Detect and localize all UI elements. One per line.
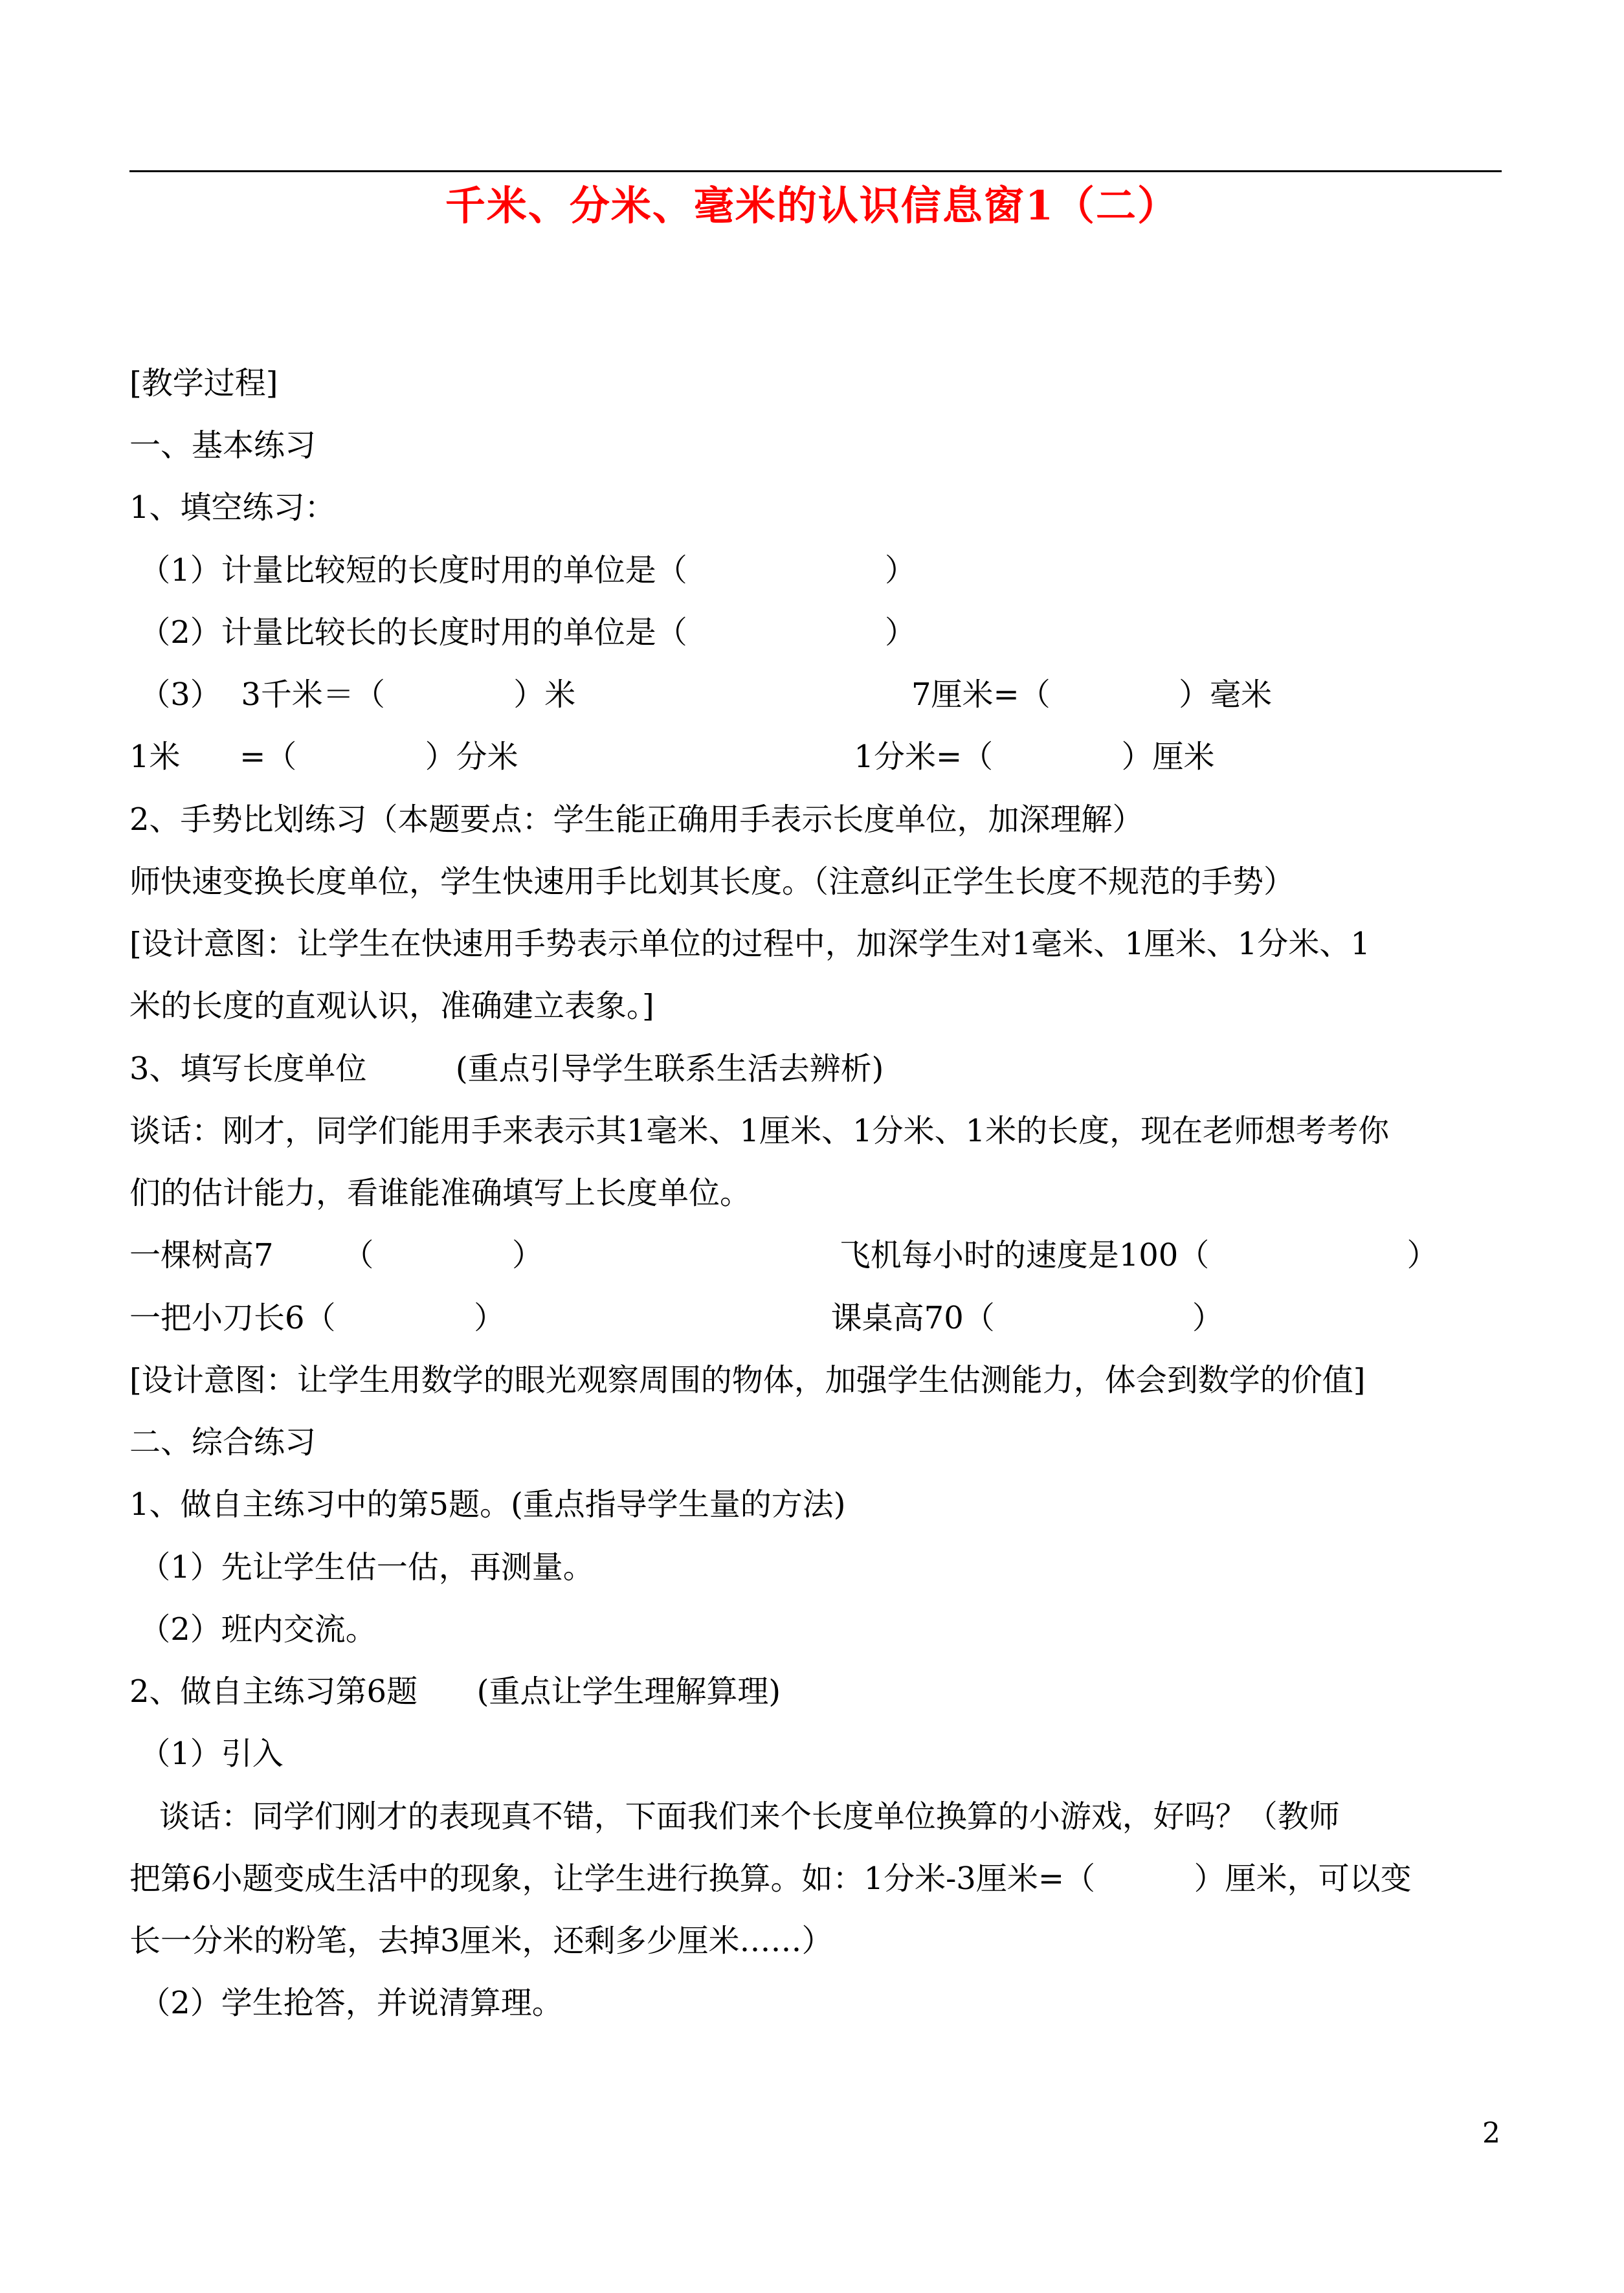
text-line: 3、填写长度单位 (重点引导学生联系生活去辨析)	[129, 1051, 884, 1087]
page-title: 千米、分米、毫米的认识信息窗1（二）	[445, 182, 1179, 229]
text-line: 1米 =（ ）分米 1分米=（ ）厘米	[129, 739, 1215, 775]
text-line: 2、手势比划练习（本题要点：学生能正确用手表示长度单位，加深理解）	[129, 801, 1144, 838]
text-line: （1）先让学生估一估，再测量。	[129, 1549, 594, 1585]
header-rule	[129, 170, 1502, 172]
text-line: [教学过程]	[129, 365, 278, 401]
text-line: 们的估计能力，看谁能准确填写上长度单位。	[129, 1175, 751, 1211]
text-line: 谈话：刚才，同学们能用手来表示其1毫米、1厘米、1分米、1米的长度，现在老师想考考你	[129, 1113, 1390, 1149]
text-line: （2）班内交流。	[129, 1611, 377, 1648]
text-line: （3） 3千米＝（ ）米 7厘米=（ ）毫米	[129, 677, 1273, 713]
text-line: 1、做自主练习中的第5题。(重点指导学生量的方法)	[129, 1486, 846, 1523]
text-line: （1）计量比较短的长度时用的单位是（ ）	[129, 552, 916, 588]
text-line: 米的长度的直观认识，准确建立表象。]	[129, 988, 654, 1024]
text-line: [设计意图：让学生用数学的眼光观察周围的物体，加强学生估测能力，体会到数学的价值]	[129, 1362, 1366, 1398]
text-line: 师快速变换长度单位，学生快速用手比划其长度。（注意纠正学生长度不规范的手势）	[129, 864, 1295, 900]
text-line: 谈话：同学们刚才的表现真不错，下面我们来个长度单位换算的小游戏，好吗？（教师	[129, 1798, 1340, 1835]
text-line: 把第6小题变成生活中的现象，让学生进行换算。如：1分米-3厘米=（ ）厘米，可以变	[129, 1861, 1412, 1897]
text-line: 2、做自主练习第6题 (重点让学生理解算理)	[129, 1673, 781, 1710]
text-line: 二、综合练习	[129, 1424, 317, 1460]
page-number: 2	[1482, 2117, 1500, 2150]
text-line: 一棵树高7 （ ） 飞机每小时的速度是100（ ）	[129, 1237, 1438, 1273]
text-line: （2）计量比较长的长度时用的单位是（ ）	[129, 614, 916, 651]
text-line: 一把小刀长6（ ） 课桌高70（ ）	[129, 1300, 1223, 1336]
text-line: 长一分米的粉笔，去掉3厘米，还剩多少厘米……）	[129, 1923, 833, 1959]
text-line: 1、填空练习：	[129, 489, 336, 526]
text-line: [设计意图：让学生在快速用手势表示单位的过程中，加深学生对1毫米、1厘米、1分米、1	[129, 926, 1370, 962]
text-line: （2）学生抢答，并说清算理。	[129, 1985, 563, 2021]
text-line: 一、基本练习	[129, 427, 317, 464]
text-line: （1）引入	[129, 1736, 284, 1772]
